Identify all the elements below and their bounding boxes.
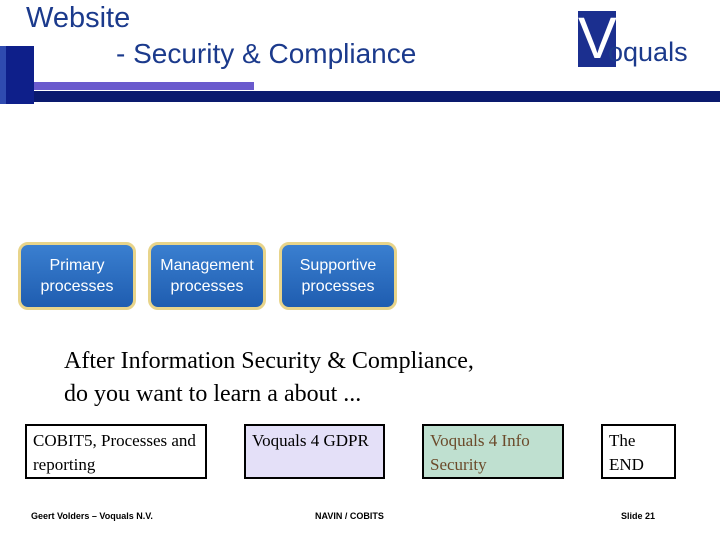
option-gdpr-link[interactable]: Voquals 4 GDPR	[244, 424, 385, 479]
question-line-2: do you want to learn a about ...	[64, 381, 362, 407]
logo-text: oquals	[608, 37, 688, 67]
logo-v-letter: V	[578, 6, 617, 71]
header-rule-bar	[34, 91, 720, 102]
option-cobit5-link[interactable]: COBIT5, Processes and reporting	[25, 424, 207, 479]
slide-title: Website	[26, 2, 131, 34]
footer-author: Geert Volders – Voquals N.V.	[31, 511, 153, 521]
question-text	[64, 345, 474, 411]
primary-processes-button[interactable]: Primary processes	[18, 242, 136, 310]
option-info-security-link[interactable]: Voquals 4 Info Security	[422, 424, 564, 479]
slide-subtitle: - Security & Compliance	[116, 38, 417, 69]
footer-slide-number: Slide 21	[621, 511, 656, 521]
management-processes-button[interactable]: Management processes	[148, 242, 266, 310]
header-accent-bar	[34, 82, 254, 90]
header-left-stripe	[0, 46, 6, 104]
question-line-1: After Information Security & Compliance,	[64, 348, 474, 374]
option-end-link[interactable]: The END	[601, 424, 676, 479]
footer-topic: NAVIN / COBITS	[315, 511, 384, 521]
supportive-processes-button[interactable]: Supportive processes	[279, 242, 397, 310]
